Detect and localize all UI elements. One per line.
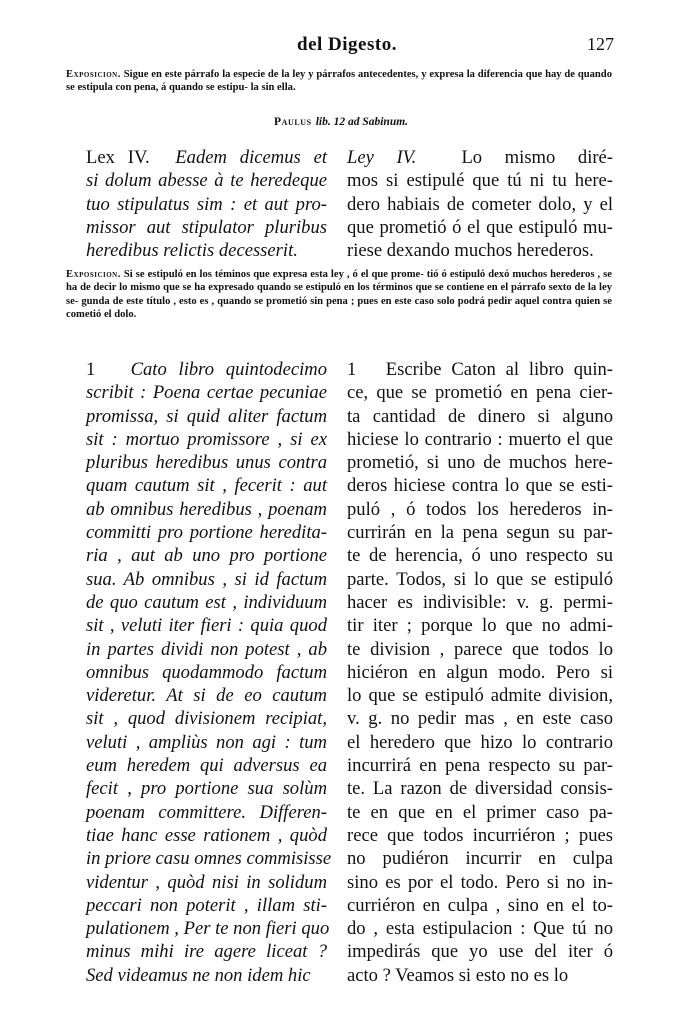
spanish-line: ce, que se prometió en pena cier- xyxy=(347,382,613,404)
exposicion-label: Exposicion. xyxy=(66,69,121,80)
latin-line: de quo cautum est , individuum xyxy=(86,591,327,613)
latin-text-column xyxy=(86,358,332,987)
latin-line: veluti , ampliùs non agi : tum xyxy=(86,731,327,753)
source-work: lib. 12 ad Sabinum. xyxy=(315,116,409,128)
lex-latin-line: Eadem dicemus et xyxy=(175,147,327,168)
latin-line: pluribus heredibus unus contra xyxy=(86,452,327,474)
lex-spanish-line: Lo mismo diré- xyxy=(461,147,614,168)
latin-line: quam cautum sit , fecerit : aut xyxy=(86,475,327,497)
latin-line: omnibus quodammodo factum xyxy=(86,661,327,683)
spanish-line: te en que en el primer caso pa- xyxy=(347,801,613,823)
lex-spanish-heading: Ley IV. xyxy=(347,147,417,168)
latin-line-first xyxy=(86,358,327,381)
exposicion-paragraph xyxy=(66,268,612,322)
latin-line: committi pro portione heredita- xyxy=(86,522,327,544)
spanish-line: no pudiéron incurrir en culpa xyxy=(347,848,613,870)
exposicion-text: Si se estipuló en los téminos que expresa esta ley , ó el que prome- xyxy=(123,269,424,280)
spanish-line: tir iter ; porque lo que no admi- xyxy=(347,615,613,637)
lex-spanish-line: riese dexando muchos herederos. xyxy=(347,240,594,262)
latin-line: pulationem , Per te non fieri quo xyxy=(86,918,330,940)
spanish-line: currirán en la pena segun su par- xyxy=(347,522,613,544)
lex-latin-heading: Lex IV. xyxy=(86,147,150,168)
spanish-line: curriéron en culpa , sino en el to- xyxy=(347,894,613,916)
spanish-line-first xyxy=(347,358,613,381)
spanish-line: rece que todos incurriéron ; pues xyxy=(347,824,613,846)
latin-line: tiae hanc esse rationem , quòd xyxy=(86,824,327,846)
spanish-line: el heredero que hizo lo contrario xyxy=(347,731,613,753)
lex-spanish-line: que prometió ó el que estipuló mu- xyxy=(347,216,613,238)
lex-latin-line: tuo stipulatus sim : et aut pro- xyxy=(86,193,327,215)
spanish-line: te division , parece que todos lo xyxy=(347,638,613,660)
running-title: del Digesto. xyxy=(297,34,397,55)
latin-line: videntur , quòd nisi in solidum xyxy=(86,871,327,893)
latin-line: fecit , pro portione sua solùm xyxy=(86,778,327,800)
latin-section-number: 1 xyxy=(86,359,96,380)
lex-latin-line: missor aut stipulator pluribus xyxy=(86,216,327,238)
exposicion-text: Sigue en este párrafo la especie de la ley y párrafos antecedentes, xyxy=(123,69,419,80)
lex-spanish-line: mos si estipulé que tú ni tu here- xyxy=(347,170,613,192)
lex-spanish-line: dero habiais de cometer dolo, y el xyxy=(347,193,613,215)
latin-line: sua. Ab omnibus , si id factum xyxy=(86,568,327,590)
spanish-line: prometió, si uno de muchos here- xyxy=(347,452,613,474)
spanish-line: ta cantidad de dinero si alguno xyxy=(347,405,613,427)
spanish-line: lo que se estipuló admite division, xyxy=(347,685,613,707)
lex-latin-column xyxy=(86,146,327,262)
latin-line: minus mihi ire agere liceat ? xyxy=(86,941,327,963)
spanish-line: te de herencia, ó uno respecto su xyxy=(347,545,613,567)
latin-line: ab omnibus heredibus , poenam xyxy=(86,498,327,520)
latin-line: peccari non poterit , illam sti- xyxy=(86,894,327,916)
latin-line: in priore casu omnes commisisse xyxy=(86,848,332,870)
spanish-line: hiciese lo contrario : muerto el que xyxy=(347,428,613,450)
exposicion-text: gunda de este título , esto es , quando se prometió sin pena ; pues en este caso solo xyxy=(81,295,455,307)
latin-line: sit , quod divisionem recipiat, xyxy=(86,708,327,730)
spanish-line: Escribe Caton al libro quin- xyxy=(385,359,613,380)
latin-line: Sed videamus ne non idem hic xyxy=(86,964,311,986)
exposicion-text: podrá pedir aquel contra quien se cometió el dolo. xyxy=(66,295,612,321)
spanish-line: impedirás que yo use del iter ó xyxy=(347,941,613,963)
latin-line: videretur. At si de eo cautum xyxy=(86,685,327,707)
latin-line: Cato libro quintodecimo xyxy=(130,359,327,380)
exposicion-text: y expresa la diferencia que hay de quando se estipula con pena, á quando se estipu- xyxy=(66,69,612,94)
spanish-section-number: 1 xyxy=(347,359,357,380)
running-header xyxy=(80,34,614,60)
exposicion-text: quando se estipuló en los términos que se contiene en el párrafo sexto de la ley se- xyxy=(66,282,612,307)
lex-spanish-column xyxy=(347,146,613,262)
spanish-line: hiciéron en algun modo. Pero si xyxy=(347,661,613,683)
spanish-line: incurrirá en pena respecto su par- xyxy=(347,755,613,777)
exposicion-paragraph xyxy=(66,68,612,95)
spanish-line: sino es por el todo. Pero si no in- xyxy=(347,871,613,893)
latin-line: poenam committere. Differen- xyxy=(86,801,327,823)
page-number: 127 xyxy=(587,34,614,54)
latin-line: in partes dividi non potest , ab xyxy=(86,638,327,660)
spanish-line: parte. Todos, si lo que se estipuló xyxy=(347,568,613,590)
exposicion-label: Exposicion. xyxy=(66,269,121,280)
spanish-text-column xyxy=(347,358,613,987)
spanish-line: hacer es indivisible: v. g. permi- xyxy=(347,591,613,613)
lex-latin-line: si dolum abesse à te heredeque xyxy=(86,170,327,192)
exposicion-text: la sin ella. xyxy=(250,82,296,94)
latin-line: promissa, si quid aliter factum xyxy=(86,405,327,427)
latin-line: eum heredem qui adversus ea xyxy=(86,755,327,777)
lex-latin-line: heredibus relictis decesserit. xyxy=(86,240,298,262)
latin-line: sit : mortuo promissore , si ex xyxy=(86,428,327,450)
exposicion-text: tió ó estipuló dexó muchos herederos , se ha de decir lo mismo que se ha expresado xyxy=(66,269,612,294)
spanish-line: puló , ó todos los herederos in- xyxy=(347,498,613,520)
latin-line: sit , veluti iter fieri : quia quod xyxy=(86,615,327,637)
spanish-line: te. La razon de diversidad consis- xyxy=(347,778,613,800)
latin-line: scribit : Poena certae pecuniae xyxy=(86,382,327,404)
spanish-line: acto ? Veamos si esto no es lo xyxy=(347,964,569,986)
spanish-line: do , esta estipulacion : Que tú no xyxy=(347,918,613,940)
spanish-line: deros hiciese contra lo que se esti- xyxy=(347,475,613,497)
source-author: Paulus xyxy=(273,116,312,128)
spanish-line: v. g. no pedir mas , en este caso xyxy=(347,708,613,730)
source-citation xyxy=(0,116,682,128)
latin-line: ria , aut ab uno pro portione xyxy=(86,545,327,567)
